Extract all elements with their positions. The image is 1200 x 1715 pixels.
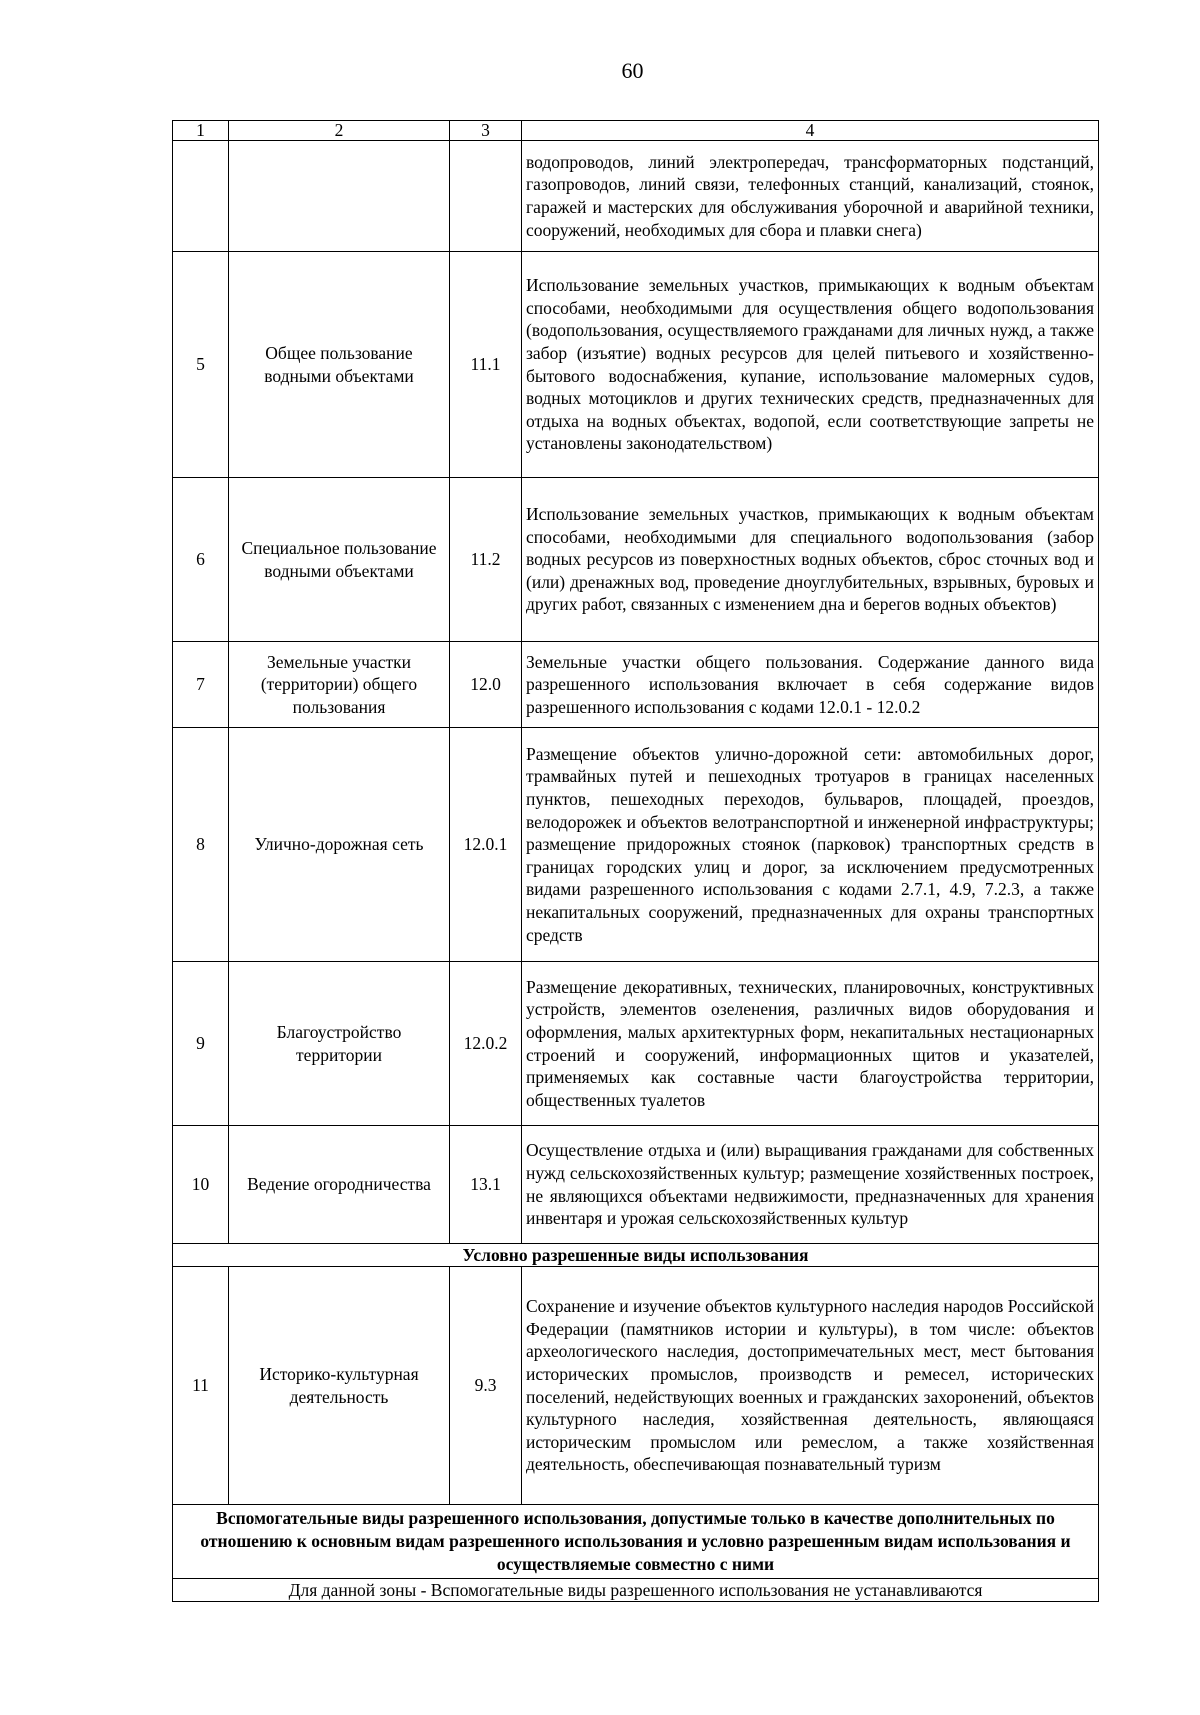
header-col-3: 3 bbox=[450, 121, 522, 141]
table-row bbox=[173, 642, 1099, 728]
row-number: 6 bbox=[173, 478, 229, 642]
header-col-4: 4 bbox=[522, 121, 1099, 141]
use-code: 9.3 bbox=[450, 1267, 522, 1505]
land-use-table bbox=[172, 120, 1099, 1602]
table-row-continuation bbox=[173, 141, 1099, 252]
header-col-1: 1 bbox=[173, 121, 229, 141]
table-row bbox=[173, 1267, 1099, 1505]
use-code: 11.1 bbox=[450, 252, 522, 478]
use-description: Использование земельных участков, примыкающих к водным объектам способами, необходимыми для осуществления общего водопользования (водопользования, осуществляемого гражданами для личных нужд, а также забор (изъятие) водных ресурсов для целей питьевого и хозяйственно-бытового водоснабжения, купание, использование маломерных судов, водных мотоциклов и других технических средств, предназначенных для отдыха на водных объектах, водопой, если соответствующие запреты не установлены законодательством) bbox=[522, 252, 1099, 478]
table-row bbox=[173, 1126, 1099, 1244]
table-row bbox=[173, 728, 1099, 962]
use-name: Историко-культурная деятельность bbox=[229, 1267, 450, 1505]
use-description: Сохранение и изучение объектов культурного наследия народов Российской Федерации (памятников истории и культуры), в том числе: объектов археологического наследия, достопримечательных мест, мест бытования исторических промыслов, производств и ремесел, исторических поселений, недействующих военных и гражданских захоронений, объектов культурного наследия, хозяйственная деятельность, являющаяся историческим промыслом или ремеслом, а также хозяйственная деятельность, обеспечивающая познавательный туризм bbox=[522, 1267, 1099, 1505]
conditional-uses-heading: Условно разрешенные виды использования bbox=[173, 1244, 1099, 1267]
table-row bbox=[173, 478, 1099, 642]
use-name: Земельные участки (территории) общего пользования bbox=[229, 642, 450, 728]
table-row bbox=[173, 252, 1099, 478]
row-number: 8 bbox=[173, 728, 229, 962]
use-description: Земельные участки общего пользования. Содержание данного вида разрешенного использования включает в себя содержание видов разрешенного использования с кодами 12.0.1 - 12.0.2 bbox=[522, 642, 1099, 728]
use-description: Осуществление отдыха и (или) выращивания гражданами для собственных нужд сельскохозяйственных культур; размещение хозяйственных построек, не являющихся объектами недвижимости, предназначенных для хранения инвентаря и урожая сельскохозяйственных культур bbox=[522, 1126, 1099, 1244]
use-code: 11.2 bbox=[450, 478, 522, 642]
section-heading-row bbox=[173, 1244, 1099, 1267]
use-code: 12.0.1 bbox=[450, 728, 522, 962]
use-name: Специальное пользование водными объектами bbox=[229, 478, 450, 642]
use-code-cell bbox=[450, 141, 522, 252]
use-description: Размещение объектов улично-дорожной сети: автомобильных дорог, трамвайных путей и пешеходных тротуаров в границах населенных пунктов, пешеходных переходов, бульваров, площадей, проездов, велодорожек и объектов велотранспортной и инженерной инфраструктуры; размещение придорожных стоянок (парковок) транспортных средств в границах городских улиц и дорог, за исключением предусмотренных видами разрешенного использования с кодами 2.7.1, 4.9, 7.2.3, а также некапитальных сооружений, предназначенных для охраны транспортных средств bbox=[522, 728, 1099, 962]
use-name: Улично-дорожная сеть bbox=[229, 728, 450, 962]
auxiliary-uses-note: Для данной зоны - Вспомогательные виды разрешенного использования не устанавливаются bbox=[173, 1579, 1099, 1602]
column-number-header bbox=[173, 121, 1099, 141]
note-row bbox=[173, 1579, 1099, 1602]
continuation-description: водопроводов, линий электропередач, трансформаторных подстанций, газопроводов, линий связи, телефонных станций, канализаций, стоянок, гаражей и мастерских для обслуживания уборочной и аварийной техники, сооружений, необходимых для сбора и плавки снега) bbox=[522, 141, 1099, 252]
row-number: 11 bbox=[173, 1267, 229, 1505]
use-name-cell bbox=[229, 141, 450, 252]
row-number: 7 bbox=[173, 642, 229, 728]
row-number: 10 bbox=[173, 1126, 229, 1244]
row-number: 9 bbox=[173, 962, 229, 1126]
header-col-2: 2 bbox=[229, 121, 450, 141]
use-code: 13.1 bbox=[450, 1126, 522, 1244]
use-code: 12.0.2 bbox=[450, 962, 522, 1126]
row-number: 5 bbox=[173, 252, 229, 478]
section-heading-row bbox=[173, 1505, 1099, 1579]
use-name: Общее пользование водными объектами bbox=[229, 252, 450, 478]
use-name: Благоустройство территории bbox=[229, 962, 450, 1126]
row-number-cell bbox=[173, 141, 229, 252]
use-code: 12.0 bbox=[450, 642, 522, 728]
table-row bbox=[173, 962, 1099, 1126]
use-description: Размещение декоративных, технических, планировочных, конструктивных устройств, элементов озеленения, различных видов оборудования и оформления, малых архитектурных форм, некапитальных нестационарных строений и сооружений, информационных щитов и указателей, применяемых как составные части благоустройства территории, общественных туалетов bbox=[522, 962, 1099, 1126]
use-name: Ведение огородничества bbox=[229, 1126, 450, 1244]
auxiliary-uses-heading: Вспомогательные виды разрешенного использования, допустимые только в качестве дополнительных по отношению к основным видам разрешенного использования и условно разрешенным видам использования и осуществляемые совместно с ними bbox=[173, 1505, 1099, 1579]
use-description: Использование земельных участков, примыкающих к водным объектам способами, необходимыми для специального водопользования (забор водных ресурсов из поверхностных водных объектов, сброс сточных вод и (или) дренажных вод, проведение дноуглубительных, взрывных, буровых и других работ, связанных с изменением дна и берегов водных объектов) bbox=[522, 478, 1099, 642]
page-number: 60 bbox=[621, 58, 644, 83]
